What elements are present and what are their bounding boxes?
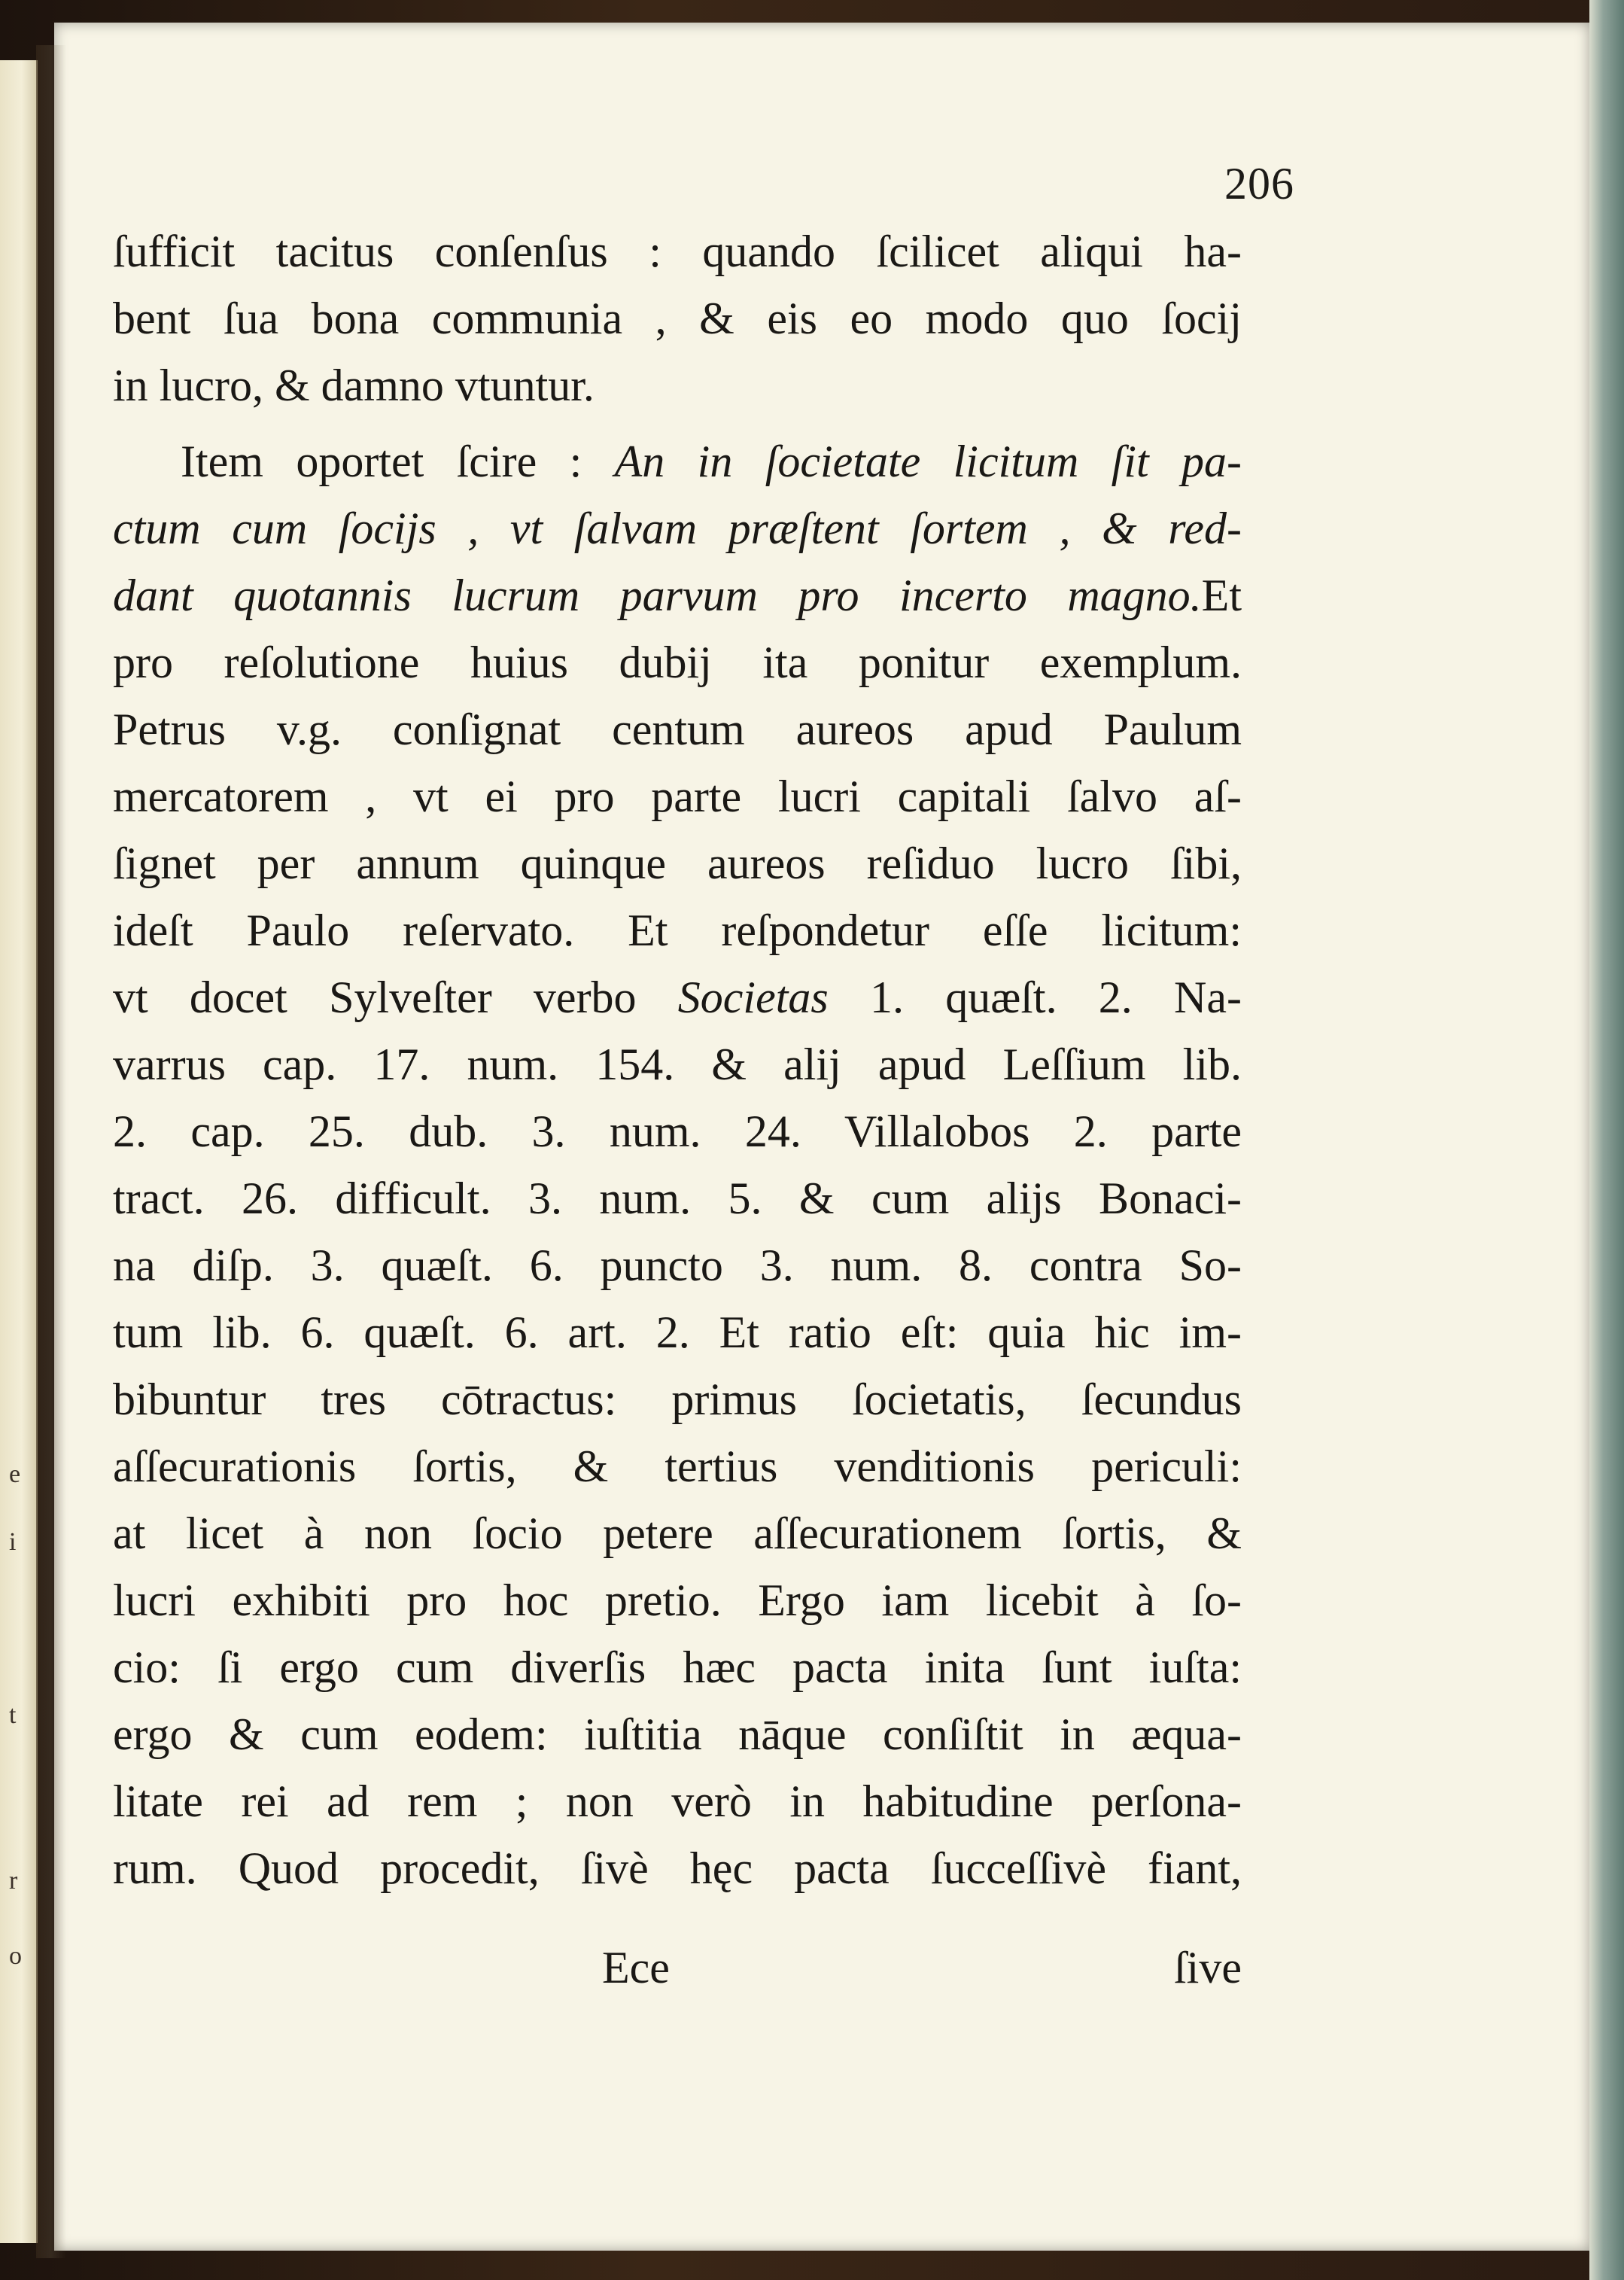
text-line (113, 1098, 1242, 1165)
roman-text: 1. quæſt. 2. Na- (828, 973, 1242, 1022)
text-line (113, 1299, 1242, 1366)
roman-text: ideſt Paulo reſervato. Et reſpondetur eſſe licitum: (113, 906, 1242, 955)
text-line (113, 629, 1242, 696)
catchword: ſive (1174, 1943, 1242, 1992)
italic-text: dant quotannis lucrum parvum pro incerto magno. (113, 571, 1202, 620)
roman-text: bibuntur tres cōtractus: primus ſocietatis, ſecundus (113, 1374, 1242, 1424)
italic-text: ctum cum ſocijs , vt ſalvam præſtent ſortem , & red- (113, 504, 1242, 553)
roman-text: vt docet Sylveſter verbo (113, 973, 678, 1022)
margin-letter: i (9, 1528, 17, 1556)
margin-letter: r (9, 1867, 18, 1895)
roman-text: na diſp. 3. quæſt. 6. puncto 3. num. 8. contra So- (113, 1240, 1242, 1290)
roman-text: cio: ſi ergo cum diverſis hæc pacta inita ſunt iuſta: (113, 1642, 1242, 1692)
roman-text: aſſecurationis ſortis, & tertius venditionis periculi: (113, 1441, 1242, 1491)
gutter-shadow (36, 45, 66, 2258)
text-line (113, 1701, 1242, 1768)
roman-text: Item oportet ſcire : (181, 437, 615, 486)
signature-mark: Ece (602, 1943, 670, 1992)
roman-text: Et (1201, 571, 1242, 620)
text-line (113, 897, 1242, 964)
facing-page-edge (0, 60, 38, 2243)
roman-text: pro reſolutione huius dubij ita ponitur exemplum. (113, 638, 1242, 687)
roman-text: mercatorem , vt ei pro parte lucri capitali ſalvo aſ- (113, 772, 1242, 821)
text-line (113, 1768, 1242, 1835)
roman-text: ſignet per annum quinque aureos reſiduo lucro ſibi, (113, 839, 1242, 888)
page-footer (113, 1942, 1242, 2002)
margin-letter: t (9, 1701, 17, 1729)
roman-text: ſufficit tacitus conſenſus : quando ſcilicet aliqui ha- (113, 227, 1242, 276)
roman-text: litate rei ad rem ; non verò in habitudine perſona- (113, 1776, 1242, 1826)
text-line (113, 495, 1242, 562)
text-line (113, 1366, 1242, 1433)
fore-edge (1589, 0, 1624, 2280)
text-line (113, 1835, 1242, 1902)
text-line (113, 1500, 1242, 1567)
roman-text: rum. Quod procedit, ſivè hęc pacta ſucceſſivè fiant, (113, 1843, 1242, 1893)
roman-text: 2. cap. 25. dub. 3. num. 24. Villalobos 2. parte (113, 1107, 1242, 1156)
roman-text: at licet à non ſocio petere aſſecurationem ſortis, & (113, 1508, 1242, 1558)
text-line (113, 218, 1242, 285)
text-line (113, 964, 1242, 1031)
text-line (113, 1567, 1242, 1634)
italic-text: An in ſocietate licitum ſit pa- (614, 437, 1242, 486)
text-line (113, 830, 1242, 897)
roman-text: in lucro, & damno vtuntur. (113, 361, 595, 410)
text-line (113, 696, 1242, 763)
roman-text: lucri exhibiti pro hoc pretio. Ergo iam licebit à ſo- (113, 1575, 1242, 1625)
text-line (113, 763, 1242, 830)
margin-letter: o (9, 1942, 22, 1970)
text-line (113, 428, 1242, 495)
roman-text: tum lib. 6. quæſt. 6. art. 2. Et ratio eſt: quia hic im- (113, 1307, 1242, 1357)
body-text (113, 218, 1242, 1902)
italic-text: Societas (677, 973, 829, 1022)
page-number: 206 (1224, 159, 1294, 209)
roman-text: Petrus v.g. conſignat centum aureos apud Paulum (113, 705, 1242, 754)
margin-letter: e (9, 1460, 21, 1488)
text-line (113, 285, 1242, 352)
roman-text: varrus cap. 17. num. 154. & alij apud Leſſium lib. (113, 1040, 1242, 1089)
text-line (113, 1232, 1242, 1299)
roman-text: ergo & cum eodem: iuſtitia nāque conſiſtit in æqua- (113, 1709, 1242, 1759)
text-line (113, 1433, 1242, 1500)
roman-text: tract. 26. difficult. 3. num. 5. & cum alijs Bonaci- (113, 1173, 1242, 1223)
paragraph-gap (113, 419, 1242, 428)
text-line (113, 562, 1242, 629)
roman-text: bent ſua bona communia , & eis eo modo quo ſocij (113, 294, 1242, 343)
text-line (113, 1634, 1242, 1701)
text-line (113, 1031, 1242, 1098)
text-line (113, 1165, 1242, 1232)
text-line (113, 352, 1242, 419)
